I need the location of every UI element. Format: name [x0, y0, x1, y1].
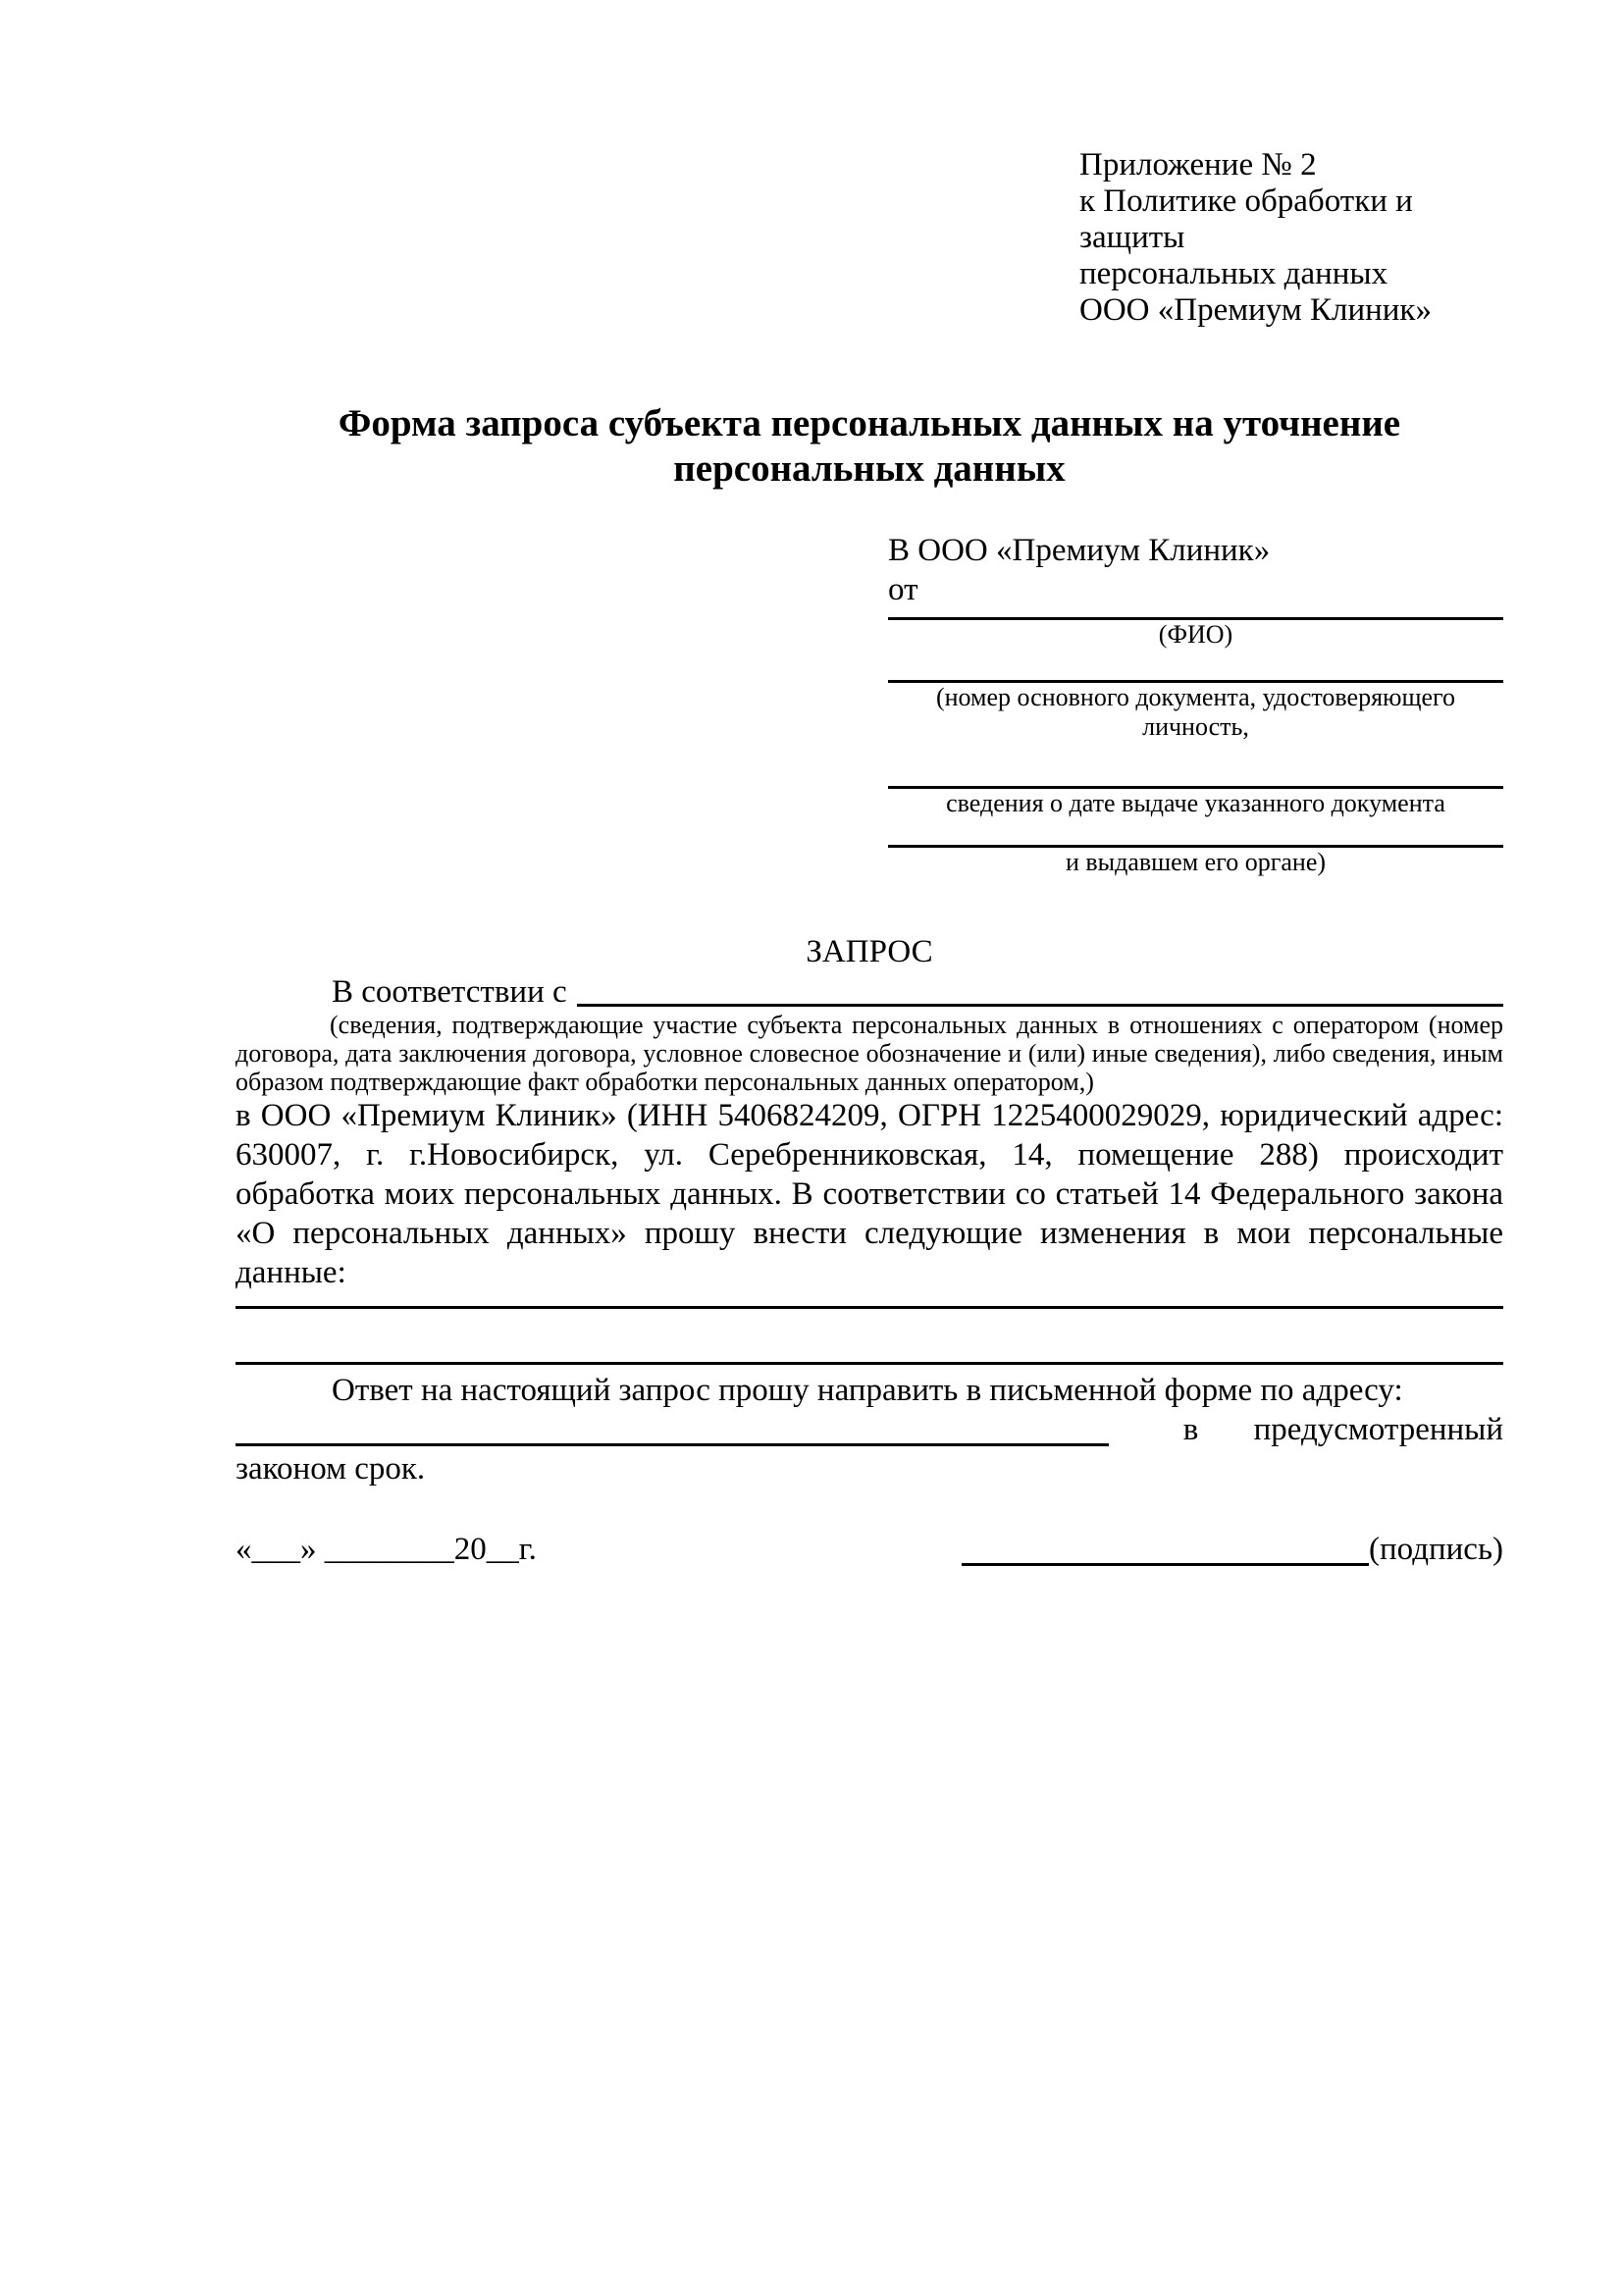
appendix-line: Приложение № 2	[1079, 147, 1317, 183]
appendix-note	[1079, 147, 1503, 329]
document-number-field-caption: (номер основного документа, удостоверяющего личность,	[935, 683, 1456, 741]
document-issue-date-field-line[interactable]	[888, 742, 1503, 789]
basis-field-fine-print: (сведения, подтверждающие участие субъекта персональных данных в отношениях с оператором (номер договора, дата заключения договора, условное словесное обозначение и (или) иные сведения), либо сведения, иным образом подтверждающие факт обработки персональных данных оператором,)	[236, 1011, 1503, 1096]
response-address-field-line[interactable]	[236, 1410, 1109, 1446]
response-address-row	[236, 1410, 1503, 1449]
signature-block	[962, 1530, 1503, 1569]
addressee-from-label: от	[888, 572, 918, 607]
signature-field-line[interactable]	[962, 1530, 1369, 1566]
appendix-line: ООО «Премиум Клиник»	[1079, 292, 1432, 328]
appendix-line: к Политике обработки и защиты	[1079, 183, 1413, 255]
response-paragraph-tail: в предусмотренный	[1182, 1412, 1503, 1447]
fio-field-caption: (ФИО)	[1158, 620, 1233, 649]
document-issuer-field-line[interactable]	[888, 818, 1503, 848]
request-body-paragraph: в ООО «Премиум Клиник» (ИНН 5406824209, ОГРН 1225400029029, юридический адрес: 630007, г. г.Новосибирск, ул. Серебренниковская, 14, помещение 288) происходит обработка моих персональных данных. В соответствии со статьей 14 Федерального закона «О персональных данных» прошу внести следующие изменения в мои персональные данные:	[236, 1098, 1503, 1290]
changes-field-line-1[interactable]	[236, 1292, 1503, 1309]
addressee-to: В ООО «Премиум Клиник»	[888, 533, 1271, 568]
appendix-line: персональных данных	[1079, 256, 1388, 291]
signature-caption: (подпись)	[1369, 1532, 1503, 1567]
footer-row	[236, 1530, 1503, 1569]
page-title-line2: персональных данных	[673, 447, 1066, 490]
basis-field-line[interactable]	[577, 973, 1503, 1007]
changes-field-line-2[interactable]	[236, 1309, 1503, 1365]
request-intro-row	[236, 973, 1503, 1011]
request-intro-prefix: В соответствии с	[332, 974, 567, 1010]
page-title	[236, 401, 1503, 492]
request-heading: ЗАПРОС	[806, 934, 933, 969]
addressee-block	[888, 531, 1503, 877]
page-title-line1: Форма запроса субъекта персональных данных на уточнение	[338, 402, 1401, 444]
response-paragraph-closing: законом срок.	[236, 1451, 426, 1487]
fio-field-line[interactable]	[888, 609, 1503, 620]
document-issue-date-field-caption: сведения о дате выдаче указанного документа	[946, 789, 1445, 817]
response-paragraph-line1: Ответ на настоящий запрос прошу направить в письменной форме по адресу:	[332, 1373, 1403, 1408]
date-field[interactable]: «___» ________20__г.	[236, 1532, 537, 1567]
document-number-field-line[interactable]	[888, 650, 1503, 683]
document-issuer-field-caption: и выдавшем его органе)	[1065, 848, 1327, 876]
